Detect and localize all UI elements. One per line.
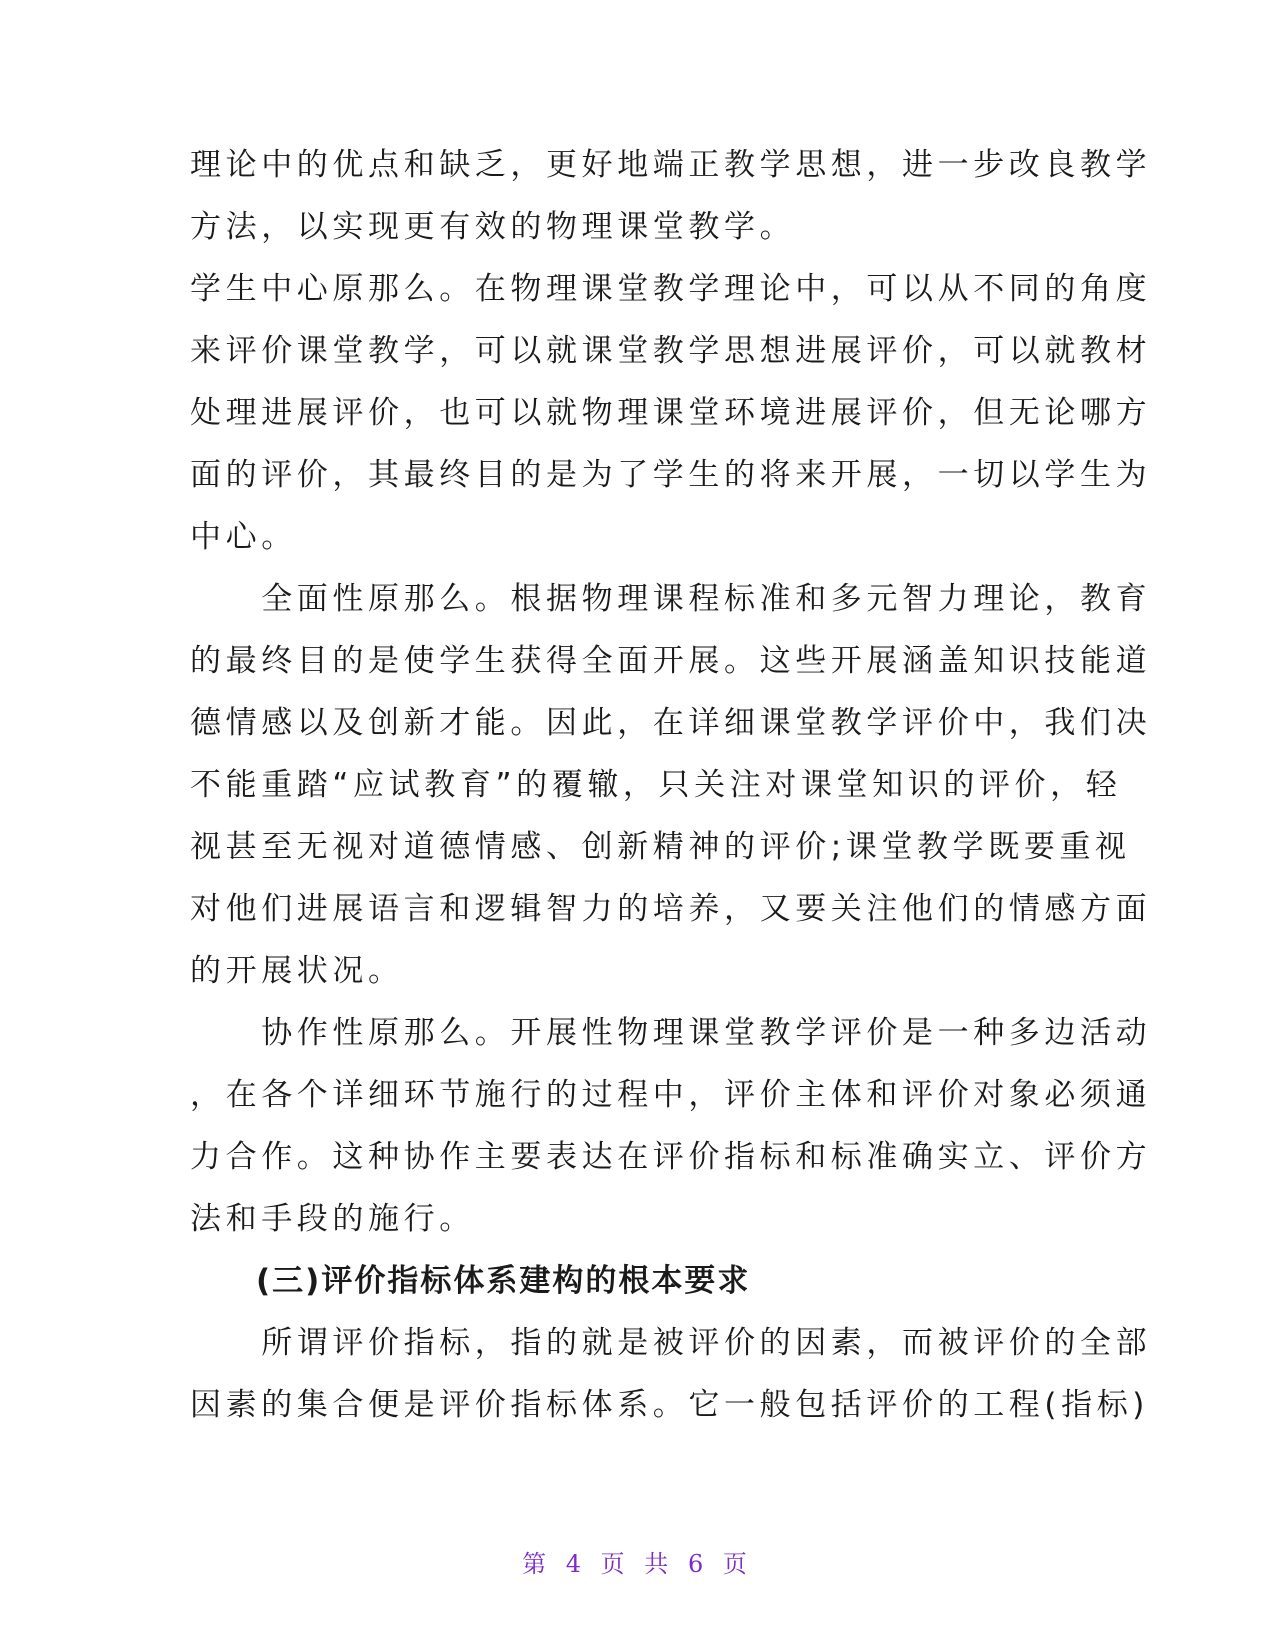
- text-line: 来评价课堂教学，可以就课堂教学思想进展评价，可以就教材: [190, 333, 1152, 369]
- text-line: 学生中心原那么。在物理课堂教学理论中，可以从不同的角度: [190, 271, 1152, 307]
- text-line: 理论中的优点和缺乏，更好地端正教学思想，进一步改良教学: [190, 147, 1152, 183]
- text-line: 方法，以实现更有效的物理课堂教学。: [190, 209, 796, 245]
- text-line: ，在各个详细环节施行的过程中，评价主体和评价对象必须通: [190, 1077, 1152, 1113]
- section-heading: (三)评价指标体系建构的根本要求: [190, 1263, 751, 1299]
- text-line: 力合作。这种协作主要表达在评价指标和标准确实立、评价方: [190, 1139, 1152, 1175]
- page-number-footer: 第 4 页 共 6 页: [522, 1550, 753, 1578]
- text-line: 的开展状况。: [190, 953, 404, 989]
- text-line: 德情感以及创新才能。因此，在详细课堂教学评价中，我们决: [190, 705, 1152, 741]
- text-line: 不能重踏“应试教育”的覆辙，只关注对课堂知识的评价，轻: [190, 767, 1122, 803]
- text-line: 对他们进展语言和逻辑智力的培养，又要关注他们的情感方面: [190, 891, 1152, 927]
- text-line: 面的评价，其最终目的是为了学生的将来开展，一切以学生为: [190, 457, 1152, 493]
- text-line: 因素的集合便是评价指标体系。它一般包括评价的工程(指标): [190, 1387, 1149, 1423]
- text-line: 全面性原那么。根据物理课程标准和多元智力理论，教育: [190, 581, 1152, 617]
- text-line: 的最终目的是使学生获得全面开展。这些开展涵盖知识技能道: [190, 643, 1152, 679]
- text-line: 法和手段的施行。: [190, 1201, 475, 1237]
- text-line: 处理进展评价，也可以就物理课堂环境进展评价，但无论哪方: [190, 395, 1152, 431]
- text-line: 协作性原那么。开展性物理课堂教学评价是一种多边活动: [190, 1015, 1152, 1051]
- text-line: 所谓评价指标，指的就是被评价的因素，而被评价的全部: [190, 1325, 1152, 1361]
- text-line: 中心。: [190, 519, 297, 555]
- text-line: 视甚至无视对道德情感、创新精神的评价;课堂教学既要重视: [190, 829, 1131, 865]
